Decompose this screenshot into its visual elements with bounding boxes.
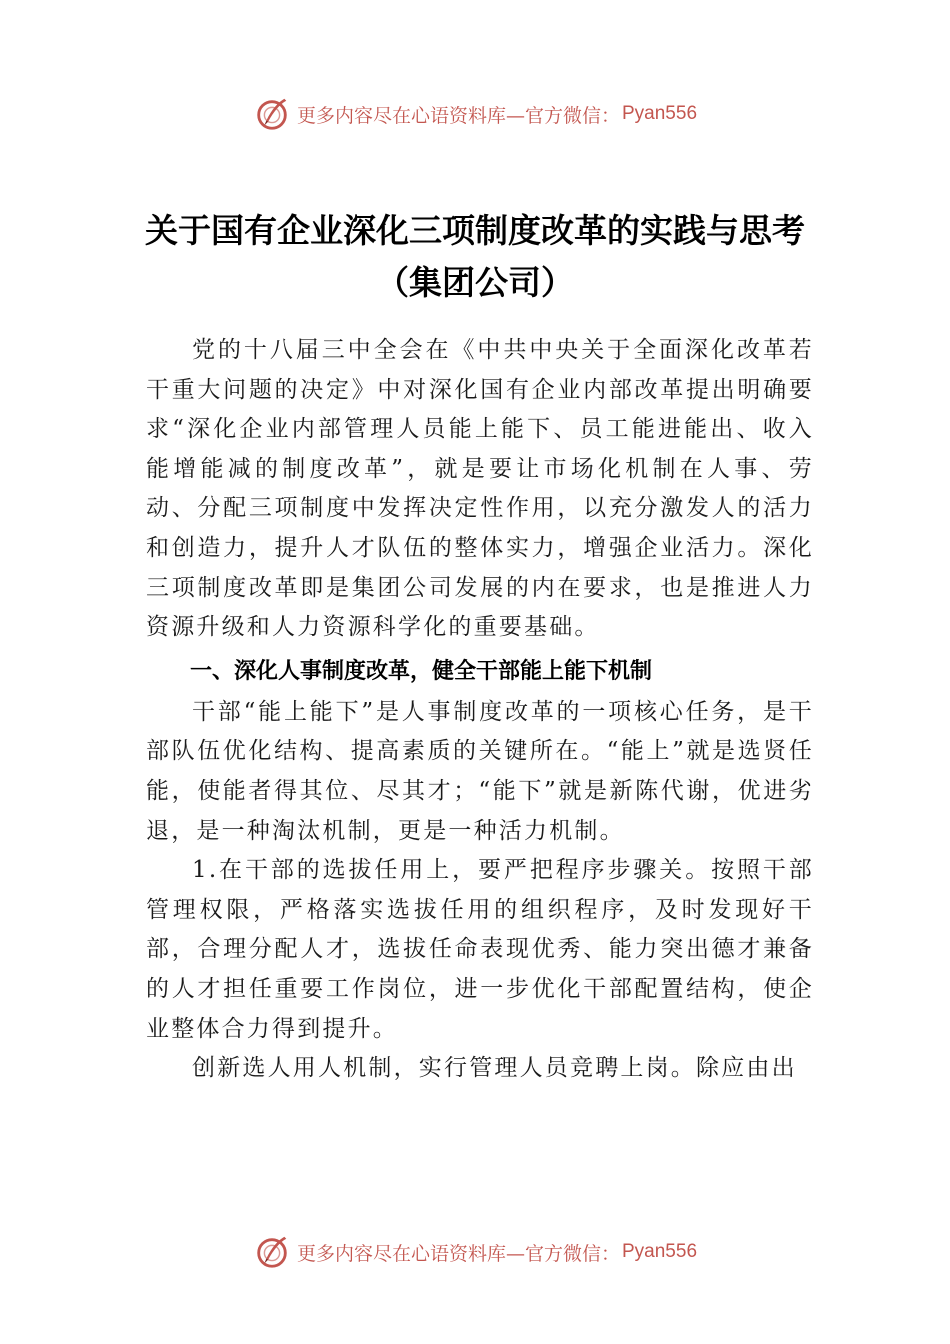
section-paragraph: 1.在干部的选拔任用上，要严把程序步骤关。按照干部管理权限，严格落实选拔任用的组织程序，及时发现好干部，合理分配人才，选拔任命表现优秀、能力突出德才兼备的人才担任重要工作岗位，进一步优化干部配置结构，使企业整体合力得到提升。	[146, 857, 814, 1042]
section-paragraph: 干部“能上能下”是人事制度改革的一项核心任务，是干部队伍优化结构、提高素质的关键所在。“能上”就是选贤任能，使能者得其位、尽其才；“能下”就是新陈代谢，优进劣退，是一种淘汰机制，更是一种活力机制。	[146, 698, 814, 844]
wechat-id: Pyan556	[622, 1241, 698, 1262]
wechat-id: Pyan556	[622, 103, 698, 124]
section-paragraph: 创新选人用人机制，实行管理人员竞聘上岗。除应由出	[192, 1055, 797, 1082]
section-heading: 一、深化人事制度改革，健全干部能上能下机制	[190, 658, 653, 684]
quill-pen-logo-icon	[253, 1233, 291, 1271]
quill-pen-logo-icon	[253, 95, 291, 133]
document-body	[146, 331, 814, 1089]
watermark-banner-top	[0, 94, 950, 134]
intro-paragraph: 党的十八届三中全会在《中共中央关于全面深化改革若干重大问题的决定》中对深化国有企业内部改革提出明确要求“深化企业内部管理人员能上能下、员工能进能出、收入能增能减的制度改革”，就是要让市场化机制在人事、劳动、分配三项制度中发挥决定性作用，以充分激发人的活力和创造力，提升人才队伍的整体实力，增强企业活力。深化三项制度改革即是集团公司发展的内在要求，也是推进人力资源升级和人力资源科学化的重要基础。	[146, 337, 814, 641]
watermark-text: 更多内容尽在心语资料库—官方微信：	[296, 1242, 620, 1265]
document-title: 关于国有企业深化三项制度改革的实践与思考（集团公司）	[145, 211, 805, 302]
watermark-text: 更多内容尽在心语资料库—官方微信：	[296, 104, 620, 127]
watermark-banner-bottom	[0, 1232, 950, 1272]
